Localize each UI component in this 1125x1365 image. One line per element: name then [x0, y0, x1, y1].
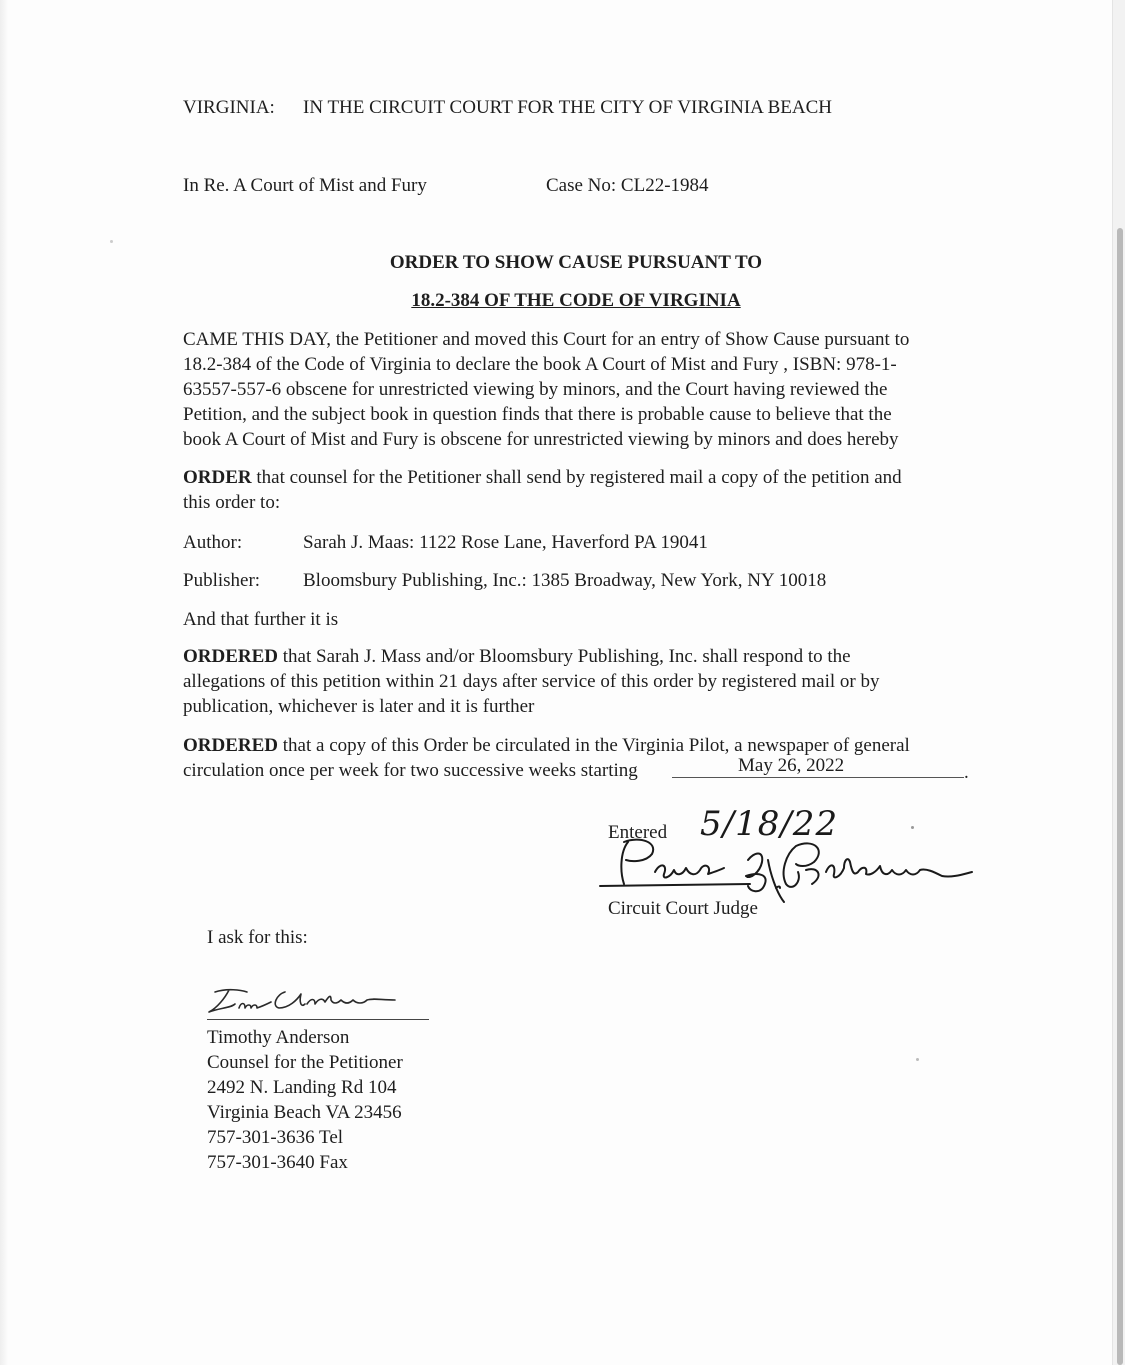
- counsel-signature-line: [207, 1019, 429, 1020]
- scrollbar-thumb[interactable]: [1117, 228, 1123, 1365]
- scrollbar-track[interactable]: [1112, 0, 1125, 1365]
- counsel-signature: [205, 982, 405, 1018]
- counsel-request: I ask for this:: [207, 927, 308, 948]
- ordered3-line-1: [183, 733, 973, 758]
- case-number: Case No: CL22-1984: [546, 175, 709, 196]
- further-line: And that further it is: [183, 609, 339, 630]
- ordered2-rest: that Sarah J. Mass and/or Bloomsbury Publishing, Inc. shall respond to the: [278, 646, 851, 667]
- entered-label: Entered: [608, 822, 668, 843]
- ordered2-line-3: publication, whichever is later and it is further: [183, 696, 535, 717]
- ordered3-rest: that a copy of this Order be circulated in the Virginia Pilot, a newspaper of general: [278, 735, 910, 756]
- case-in-re: In Re. A Court of Mist and Fury: [183, 175, 427, 196]
- counsel-role: Counsel for the Petitioner: [207, 1052, 403, 1073]
- start-date: May 26, 2022: [738, 755, 845, 776]
- author-value: Sarah J. Maas: 1122 Rose Lane, Haverford PA 19041: [303, 532, 708, 553]
- order-title-line2: 18.2-384 OF THE CODE OF VIRGINIA: [411, 290, 741, 311]
- counsel-phone: 757-301-3636 Tel: [207, 1127, 344, 1148]
- counsel-name: Timothy Anderson: [207, 1027, 350, 1048]
- order-line-1: [183, 465, 973, 490]
- publisher-value: Bloomsbury Publishing, Inc.: 1385 Broadway, New York, NY 10018: [303, 570, 827, 591]
- came-this-day-paragraph: [183, 327, 973, 452]
- scan-speck: [110, 240, 113, 243]
- order-lead: ORDER: [183, 467, 252, 488]
- ordered-publish-paragraph: [183, 733, 973, 783]
- paragraph-line: Petition, and the subject book in question finds that there is probable cause to believe that the: [183, 404, 892, 425]
- ordered-respond-paragraph: [183, 644, 973, 719]
- ordered3-lead: ORDERED: [183, 735, 279, 756]
- counsel-contact-block: [207, 1025, 607, 1175]
- ink-dot: [911, 826, 914, 829]
- entered-date-handwritten: 5/18/22: [700, 804, 839, 844]
- judge-title: Circuit Court Judge: [608, 898, 758, 919]
- paragraph-line: CAME THIS DAY, the Petitioner and moved this Court for an entry of Show Cause pursuant to: [183, 329, 910, 350]
- ordered2-lead: ORDERED: [183, 646, 279, 667]
- counsel-address-1: 2492 N. Landing Rd 104: [207, 1077, 397, 1098]
- paragraph-line: 63557-557-6 obscene for unrestricted viewing by minors, and the Court having reviewed the: [183, 379, 888, 400]
- ordered2-line-2: allegations of this petition within 21 days after service of this order by registered mail or by: [183, 671, 880, 692]
- counsel-fax: 757-301-3640 Fax: [207, 1152, 348, 1173]
- order-rest: that counsel for the Petitioner shall send by registered mail a copy of the petition and: [251, 467, 902, 488]
- order-line-2: this order to:: [183, 492, 281, 513]
- page-left-edge: [0, 0, 8, 1365]
- paragraph-line: 18.2-384 of the Code of Virginia to declare the book A Court of Mist and Fury , ISBN: 978-1-: [183, 354, 897, 375]
- ordered2-line-1: [183, 644, 973, 669]
- publisher-label: Publisher:: [183, 570, 261, 591]
- paragraph-line: book A Court of Mist and Fury is obscene for unrestricted viewing by minors and does hereby: [183, 429, 899, 450]
- order-title-line2-wrap: [183, 288, 969, 313]
- order-paragraph: [183, 465, 973, 515]
- counsel-address-2: Virginia Beach VA 23456: [207, 1102, 402, 1123]
- order-title-line1: ORDER TO SHOW CAUSE PURSUANT TO: [389, 252, 763, 273]
- ordered3-line-2: circulation once per week for two successive weeks starting: [183, 760, 638, 781]
- header-court: IN THE CIRCUIT COURT FOR THE CITY OF VIRGINIA BEACH: [303, 97, 832, 118]
- scan-speck: [916, 1058, 919, 1061]
- header-state: VIRGINIA:: [183, 97, 275, 118]
- sentence-period: .: [964, 762, 969, 783]
- author-label: Author:: [183, 532, 243, 553]
